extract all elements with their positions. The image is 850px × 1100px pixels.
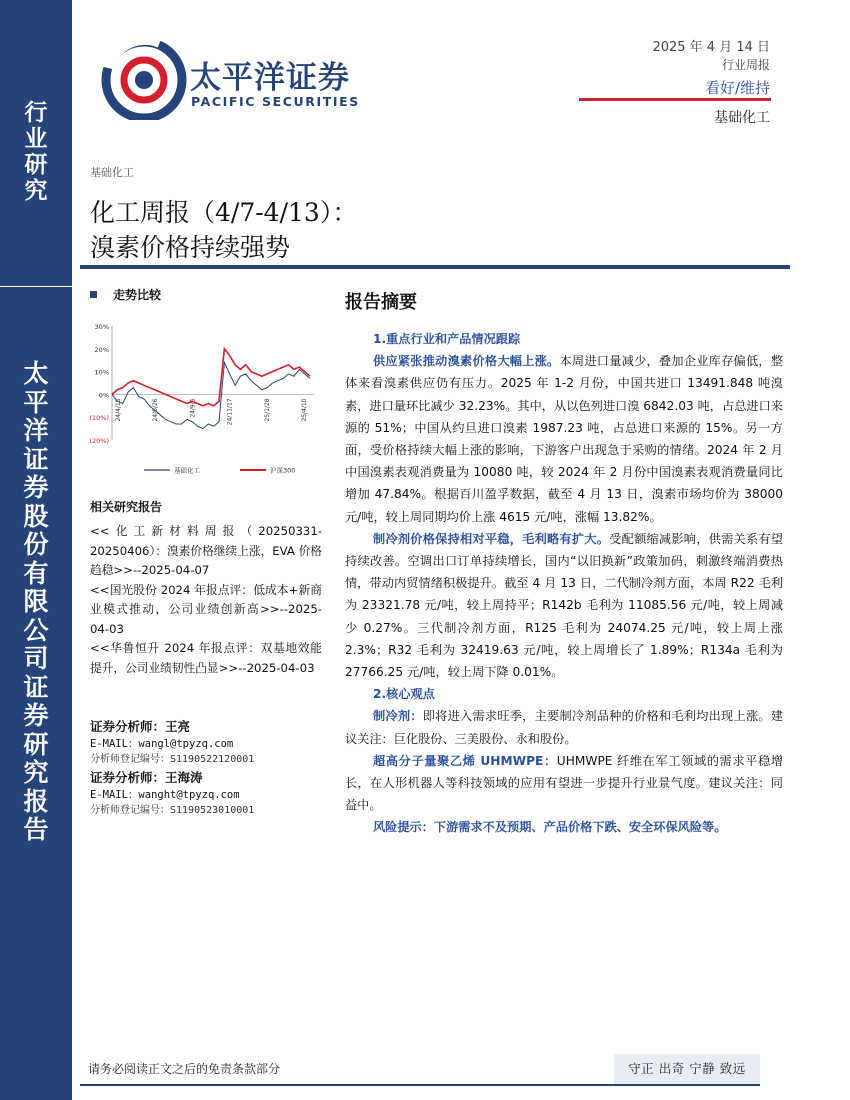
page-title-line1: 化工周报（4/7-4/13）：	[90, 198, 358, 227]
analyst-registration: 分析师登记编号：S1190522120001	[90, 754, 255, 765]
title-divider	[80, 265, 790, 269]
sidebar-char: 告	[23, 815, 49, 844]
page-title-line2: 溴素价格持续强势	[90, 233, 291, 262]
square-bullet-icon	[90, 291, 97, 298]
y-tick-label: 0%	[98, 391, 109, 400]
related-report-item[interactable]: <<华鲁恒升 2024 年报点评：双基地效能提升，公司业绩韧性凸显>>--2025-04-03	[90, 641, 322, 675]
y-tick-label: 10%	[94, 368, 109, 377]
legend-label: 基础化工	[174, 466, 200, 475]
paragraph-lead: 制冷剂：	[373, 709, 423, 724]
y-tick-label: (20%)	[89, 437, 109, 445]
sidebar-char: 报	[23, 786, 49, 816]
summary-body	[345, 328, 783, 839]
series-line-0	[112, 363, 310, 429]
sidebar-band	[0, 0, 72, 1100]
sidebar-char: 平	[23, 387, 49, 417]
sidebar-char: 研	[23, 729, 49, 759]
paragraph-body: 即将进入需求旺季，主要制冷剂品种的价格和毛利均出现上涨。建议关注：巨化股份、三美股份、永和股份。	[345, 709, 784, 746]
sidebar-char: 券	[23, 473, 49, 502]
sidebar-char: 股	[23, 501, 49, 531]
trend-heading-text: 走势比较	[113, 288, 162, 302]
x-tick-label: 24/9/6	[189, 398, 197, 418]
x-tick-label: 25/1/28	[263, 398, 271, 422]
x-tick-label: 24/4/15	[115, 398, 122, 422]
sidebar-char: 究	[23, 758, 49, 787]
x-tick-label: 25/4/10	[301, 398, 308, 422]
sidebar-char: 证	[23, 444, 49, 474]
paragraph-body: 本周进口量减少，叠加企业库存偏低，整体来看溴素供应仍有压力。2025 年 1-2 月份，中国共进口 13491.848 吨溴素，进口量环比减少 32.23%。其中，从以色列进口溴 6842.03 吨，占总进口来源的 51%；中国从约旦进口溴素 1987.23 吨，占总进口来源的 15%。另一方面，受价格持续大幅上涨的影响，下游客户出现急于采购的情绪。2024 年 2 月中国溴素表观消费量为 10080 吨，较 2024 年 2 月份中国溴素表观消费量同比增加 47.84%。根据百川盈孚数据，截至 4 月 13 日，溴素市场均价为 38000 元/吨，较上周同期均价上涨 4615 元/吨，涨幅 13.82%。	[345, 354, 784, 524]
sector-label: 基础化工	[714, 110, 770, 126]
paragraph-body: 受配额缩减影响，供需关系有望持续改善。空调出口订单持续增长，国内“以旧换新”政策加码，刺激终端消费热情，带动内贸情绪积极提升。截至 4 月 13 日，二代制冷剂方面，本周 R22 毛利为 23321.78 元/吨，较上周持平；R142b 毛利为 11085.56 元/吨，较上周减少 0.27%。三代制冷剂方面，R125 毛利为 24074.25 元/吨，较上周上涨 2.3%；R32 毛利为 32419.63 元/吨，较上周增长了 1.89%；R134a 毛利为 27766.25 元/吨，较上周下降 0.01%。	[345, 531, 784, 680]
analyst-email[interactable]: E-MAIL：wanght@tpyzq.com	[90, 789, 240, 801]
x-tick-label: 24/6/26	[152, 398, 160, 422]
sidebar-char: 有	[23, 558, 49, 588]
summary-paragraph	[345, 528, 783, 683]
sidebar-label-industry-research	[0, 100, 72, 204]
series-line-1	[112, 349, 310, 406]
footer-motto: 守正 出奇 宁静 致远	[614, 1054, 760, 1084]
sidebar-char: 业	[24, 125, 48, 152]
sidebar-char: 份	[23, 530, 49, 559]
breadcrumb: 基础化工	[90, 166, 134, 179]
related-reports-list	[90, 522, 322, 678]
analyst-registration: 分析师登记编号：S1190523010001	[90, 805, 255, 816]
footer-divider	[80, 1084, 760, 1086]
paragraph-body: UHMWPE 纤维在军工领域的需求平稳增长，在人形机器人等科技领域的应用有望进一步提升行业景气度。建议关注：同益中。	[345, 753, 784, 813]
sidebar-char: 研	[24, 151, 48, 178]
report-date: 2025 年 4 月 14 日	[652, 40, 770, 55]
analyst-name: 证券分析师：王亮	[90, 719, 191, 734]
related-report-item[interactable]: <<国光股份 2024 年报点评：低成本+新商业模式推动，公司业绩创新高>>--2025-04-03	[90, 582, 322, 636]
trend-chart	[84, 318, 324, 480]
legend-label: 沪深300	[270, 466, 296, 475]
sidebar-char: 行	[24, 99, 48, 126]
rating-label: 看好/维持	[704, 79, 770, 97]
sidebar-char: 限	[23, 587, 49, 616]
summary-heading: 报告摘要	[345, 292, 417, 313]
section-heading: 2.核心观点	[373, 687, 435, 702]
paragraph-lead: 超高分子量聚乙烯 UHMWPE：	[373, 753, 557, 768]
summary-paragraph	[345, 350, 783, 528]
summary-paragraph	[345, 705, 783, 749]
logo-text-cn: 太平洋证券	[190, 60, 350, 96]
summary-paragraph	[345, 750, 783, 817]
x-tick-label: 24/11/17	[226, 398, 234, 426]
header-accent-line	[579, 98, 771, 101]
risk-warning: 风险提示：下游需求不及预期、产品价格下跌、安全环保风险等。	[373, 820, 727, 835]
analyst-block	[90, 717, 330, 819]
section-heading: 1.重点行业和产品情况跟踪	[373, 332, 521, 346]
sidebar-char: 证	[23, 672, 49, 702]
sidebar-char: 究	[24, 177, 48, 204]
logo-emblem-icon	[106, 39, 182, 118]
sidebar-char: 太	[23, 359, 49, 388]
paragraph-lead: 制冷剂价格保持相对平稳，毛利略有扩大。	[373, 531, 610, 546]
sidebar-char: 券	[23, 701, 49, 730]
analyst-email[interactable]: E-MAIL：wangl@tpyzq.com	[90, 738, 234, 750]
sidebar-char: 公	[23, 615, 49, 645]
y-tick-label: (10%)	[89, 414, 109, 423]
footer-disclaimer: 请务必阅读正文之后的免责条款部分	[88, 1062, 281, 1076]
sidebar-char: 洋	[23, 416, 49, 445]
trend-heading	[90, 286, 161, 303]
paragraph-lead: 供应紧张推动溴素价格大幅上涨。	[373, 354, 560, 369]
report-type: 行业周报	[721, 58, 770, 72]
y-tick-label: 20%	[94, 345, 109, 354]
sidebar-char: 司	[23, 644, 49, 673]
analyst-name: 证券分析师：王海涛	[90, 770, 203, 785]
related-reports-heading: 相关研究报告	[90, 500, 163, 514]
y-tick-label: 30%	[94, 323, 109, 331]
sidebar-label-company-report	[0, 360, 72, 845]
logo-text-en: PACIFIC SECURITIES	[191, 94, 360, 109]
related-report-item[interactable]: <<化工新材料周报（20250331-20250406）：溴素价格继续上涨，EVA 价格趋稳>>--2025-04-07	[90, 524, 322, 577]
